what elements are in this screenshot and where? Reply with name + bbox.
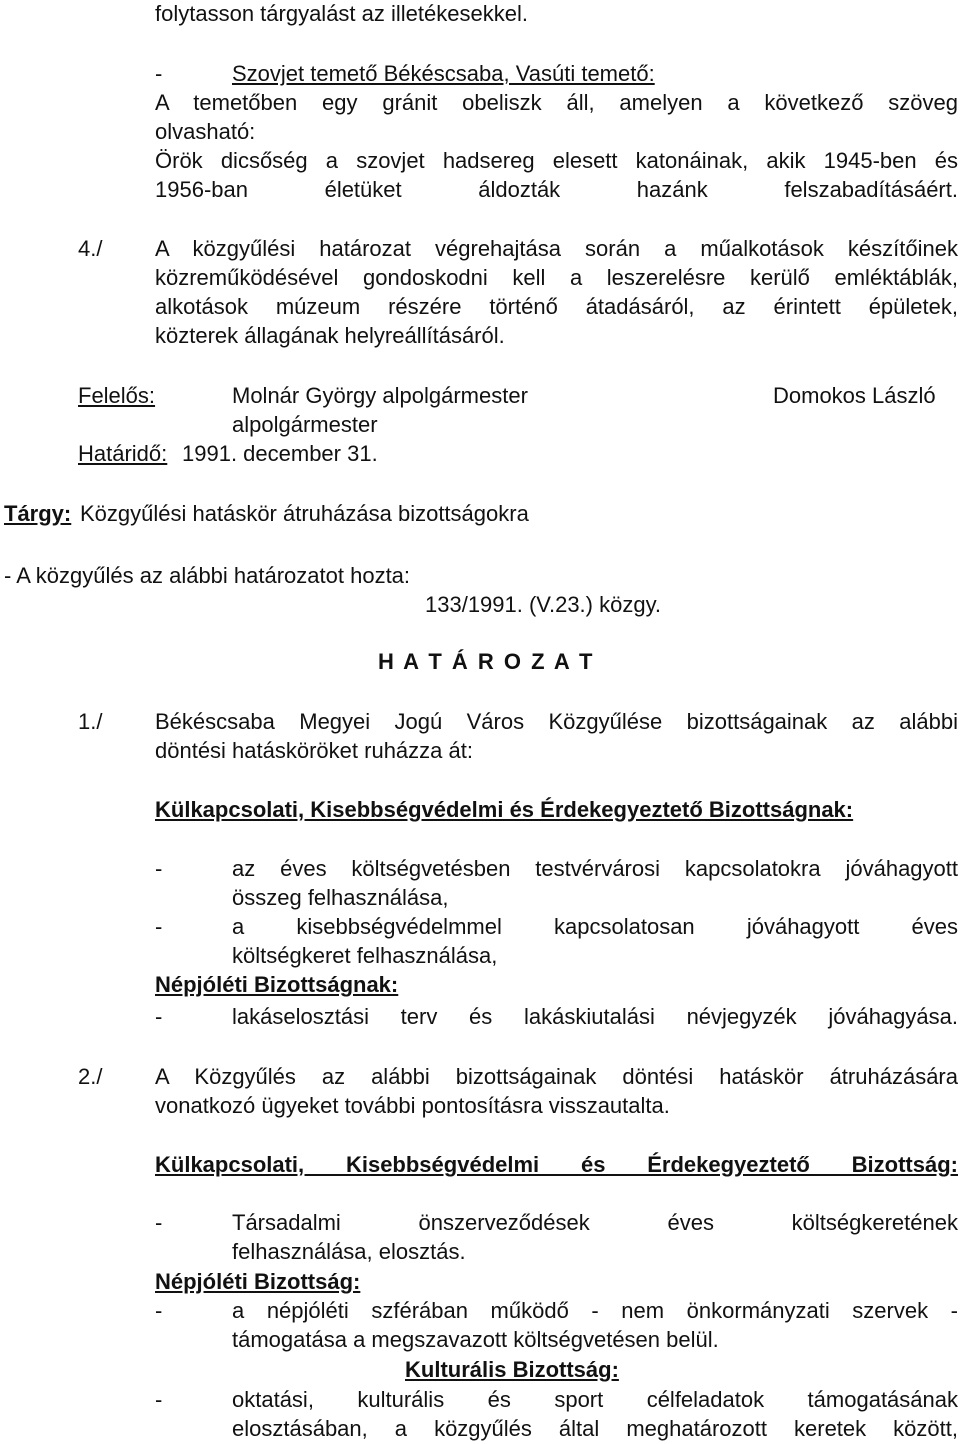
decision-title: H A T Á R O Z A T — [378, 649, 595, 674]
text-line: A Közgyűlés az alábbi bizottságainak döntési hatáskör átruházására — [155, 1064, 958, 1089]
text-line: vonatkozó ügyeket további pontosításra visszautalta. — [155, 1093, 670, 1118]
deadline-label: Határidő: — [78, 441, 168, 466]
text-line: 1956-ban életüket áldozták hazánk felszabadításáért. — [155, 177, 958, 202]
text-line: Békéscsaba Megyei Jogú Város Közgyűlése bizottságainak az alábbi — [155, 709, 958, 734]
text-line: olvasható: — [155, 119, 256, 144]
text-line: A közgyűlési határozat végrehajtása során a műalkotások készítőinek — [155, 236, 958, 261]
subject-label: Tárgy: — [4, 501, 72, 526]
text-line: a népjóléti szférában működő - nem önkormányzati szervek - — [232, 1298, 958, 1323]
responsible-person: Domokos László — [773, 383, 936, 408]
item-number: 4./ — [78, 236, 103, 261]
list-dash: - — [155, 856, 163, 881]
text-line: közreműködésével gondoskodni kell a leszerelésre kerülő emléktáblák, — [155, 265, 958, 290]
text-line: Társadalmi önszerveződések éves költségkeretének — [232, 1210, 958, 1235]
text-line: összeg felhasználása, — [232, 885, 449, 910]
text-line: elosztásában, a közgyűlés által meghatározott keretek között, — [232, 1416, 958, 1441]
text-line: felhasználása, elosztás. — [232, 1239, 466, 1264]
committee-heading: Külkapcsolati, Kisebbségvédelmi és Érdekegyeztető Bizottságnak: — [155, 797, 854, 822]
text-line: alkotások múzeum részére történő átadásáról, az érintett épületek, — [155, 294, 958, 319]
text-line: folytasson tárgyalást az illetékesekkel. — [155, 1, 528, 26]
text-line: lakáselosztási terv és lakáskiutalási névjegyzék jóváhagyása. — [232, 1004, 958, 1029]
responsible-label: Felelős: — [78, 383, 156, 408]
list-dash: - — [155, 914, 163, 939]
deadline-value: 1991. december 31. — [182, 441, 378, 466]
list-dash: - — [155, 1298, 163, 1323]
subject-text: Közgyűlési hatáskör átruházása bizottságokra — [80, 501, 529, 526]
list-dash: - — [155, 61, 163, 86]
cemetery-heading: Szovjet temető Békéscsaba, Vasúti temető: — [232, 61, 655, 86]
decision-intro: - A közgyűlés az alábbi határozatot hozta: — [4, 563, 411, 588]
text-line: a kisebbségvédelmmel kapcsolatosan jóváhagyott éves — [232, 914, 958, 939]
list-dash: - — [155, 1387, 163, 1412]
committee-heading: Népjóléti Bizottság: — [155, 1269, 361, 1294]
committee-heading: Külkapcsolati, Kisebbségvédelmi és Érdekegyeztető Bizottság: — [155, 1152, 958, 1177]
text-line: Örök dicsőség a szovjet hadsereg elesett katonáinak, akik 1945-ben és — [155, 148, 958, 173]
responsible-person: Molnár György alpolgármester — [232, 383, 528, 408]
list-dash: - — [155, 1004, 163, 1029]
text-line: A temetőben egy gránit obeliszk áll, amelyen a következő szöveg — [155, 90, 958, 115]
text-line: oktatási, kulturális és sport célfeladatok támogatásának — [232, 1387, 958, 1412]
item-number: 2./ — [78, 1064, 103, 1089]
committee-heading: Népjóléti Bizottságnak: — [155, 972, 399, 997]
text-line: az éves költségvetésben testvérvárosi kapcsolatokra jóváhagyott — [232, 856, 958, 881]
text-line: közterek állagának helyreállításáról. — [155, 323, 505, 348]
text-line: támogatása a megszavazott költségvetésen belül. — [232, 1327, 719, 1352]
list-dash: - — [155, 1210, 163, 1235]
committee-heading: Kulturális Bizottság: — [405, 1357, 619, 1382]
decision-number: 133/1991. (V.23.) közgy. — [425, 592, 662, 617]
item-number: 1./ — [78, 709, 103, 734]
responsible-role: alpolgármester — [232, 412, 378, 437]
text-line: döntési hatásköröket ruházza át: — [155, 738, 473, 763]
text-line: költségkeret felhasználása, — [232, 943, 498, 968]
